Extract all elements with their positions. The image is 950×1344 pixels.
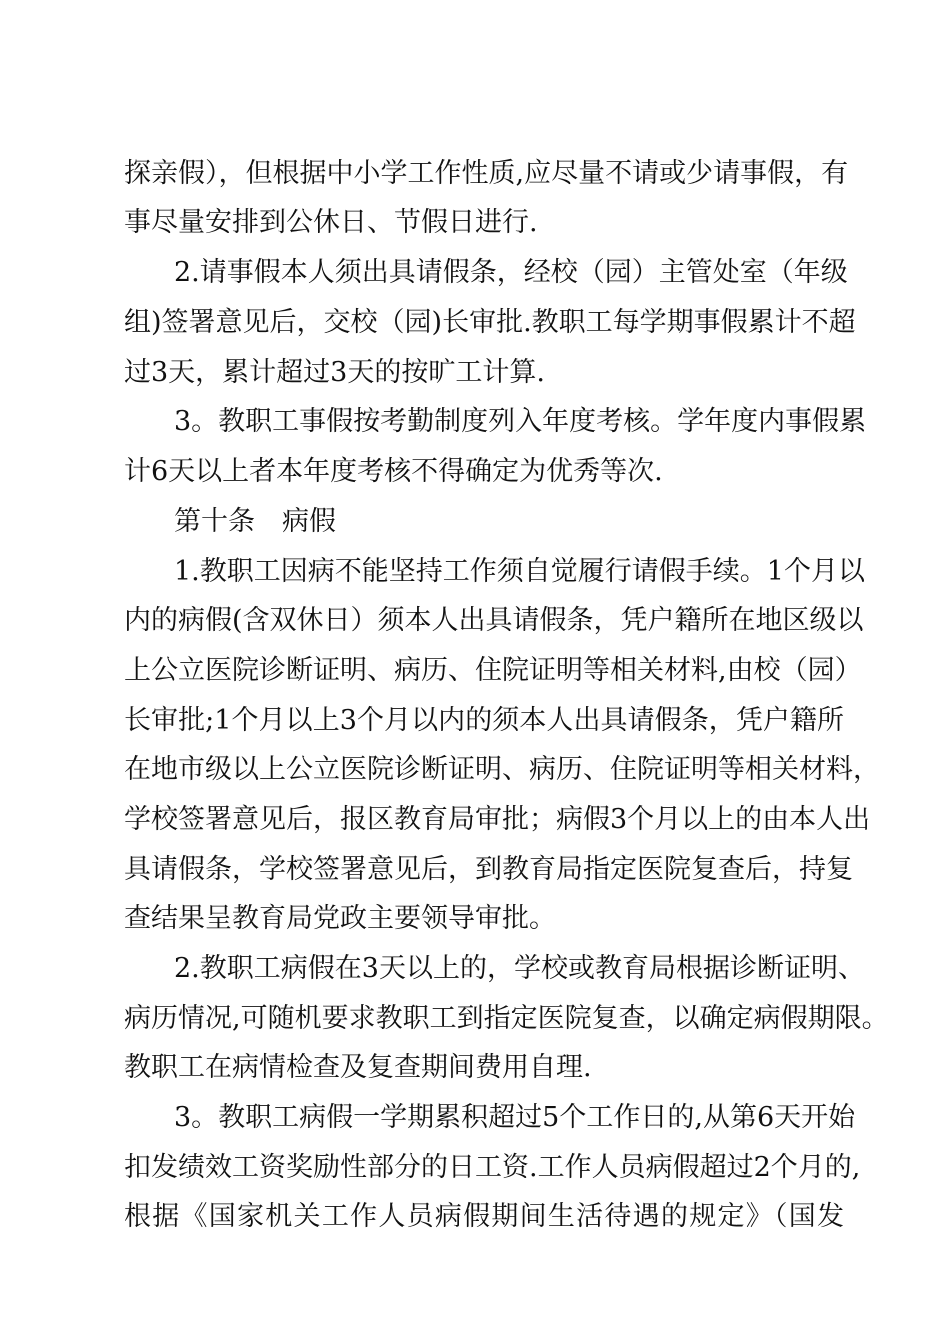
text-line: 上公立医院诊断证明、病历、住院证明等相关材料,由校（园）	[124, 655, 862, 686]
text-line: 事尽量安排到公休日、节假日进行.	[124, 207, 538, 238]
text-line: 探亲假），但根据中小学工作性质,应尽量不请或少请事假，有	[124, 158, 849, 189]
text-line: 学校签署意见后，报区教育局审批；病假3个月以上的由本人出	[124, 804, 871, 835]
text-line: 组)签署意见后，交校（园)长审批.教职工每学期事假累计不超	[124, 307, 856, 338]
paragraph-start-line: 3。教职工事假按考勤制度列入年度考核。学年度内事假累	[174, 406, 867, 437]
text-line: 长审批;1个月以上3个月以内的须本人出具请假条，凭户籍所	[124, 705, 844, 736]
text-line: 根据《国家机关工作人员病假期间生活待遇的规定》（国发	[124, 1201, 844, 1232]
text-line: 具请假条，学校签署意见后，到教育局指定医院复查后，持复	[124, 854, 853, 885]
paragraph-start-line: 1.教职工因病不能坚持工作须自觉履行请假手续。1个月以	[174, 556, 865, 587]
text-line: 病历情况,可随机要求教职工到指定医院复查，以确定病假期限。	[124, 1003, 889, 1034]
paragraph-start-line: 3。教职工病假一学期累积超过5个工作日的,从第6天开始	[174, 1102, 856, 1133]
text-line: 教职工在病情检查及复查期间费用自理.	[124, 1052, 592, 1083]
paragraph-start-line: 2.请事假本人须出具请假条，经校（园）主管处室（年级	[174, 257, 848, 288]
text-line: 内的病假(含双休日）须本人出具请假条，凭户籍所在地区级以	[124, 605, 864, 636]
text-line: 在地市级以上公立医院诊断证明、病历、住院证明等相关材料，	[124, 754, 880, 785]
text-line: 扣发绩效工资奖励性部分的日工资.工作人员病假超过2个月的,	[124, 1152, 861, 1183]
text-line: 计6天以上者本年度考核不得确定为优秀等次.	[124, 456, 663, 487]
text-line: 查结果呈教育局党政主要领导审批。	[124, 903, 556, 934]
text-line: 过3天，累计超过3天的按旷工计算.	[124, 357, 545, 388]
paragraph-start-line: 2.教职工病假在3天以上的，学校或教育局根据诊断证明、	[174, 953, 865, 984]
section-heading: 第十条 病假	[174, 506, 336, 537]
